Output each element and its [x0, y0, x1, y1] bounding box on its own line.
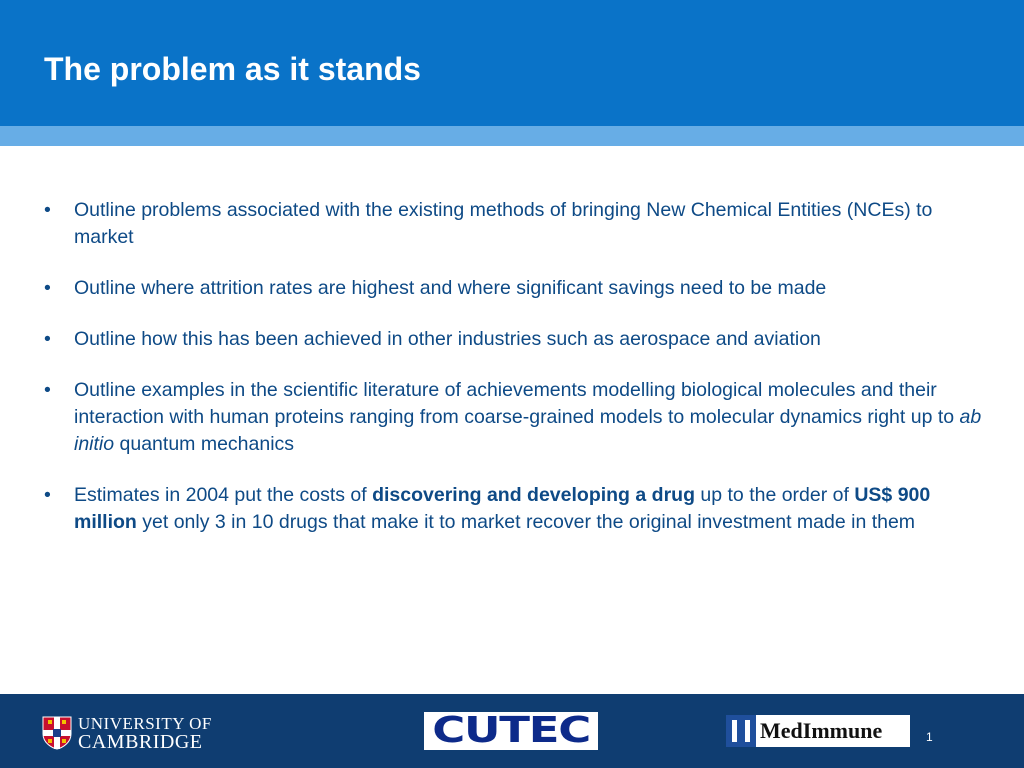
bullet-text-italic: ab initio [74, 406, 982, 455]
bullet-dot: • [44, 484, 51, 506]
cambridge-line2: CAMBRIDGE [78, 730, 203, 753]
medimmune-wordmark: MedImmune [760, 718, 883, 743]
bullet-item [44, 275, 994, 302]
bullet-text-bold: US$ 900 million [74, 484, 931, 533]
cambridge-crest-icon [42, 716, 72, 750]
bullet-item [44, 326, 994, 353]
bullet-text: Estimates in 2004 put the costs of [74, 484, 373, 506]
bullet-text: yet only 3 in 10 drugs that make it to market recover the original investment made in them [136, 511, 916, 533]
cambridge-logo [42, 714, 212, 752]
bullet-item [44, 197, 994, 251]
bullet-list [44, 197, 994, 560]
bullet-text: Outline examples in the scientific literature of achievements modelling biological molecules and their interaction with human proteins ranging from coarse-grained models to molecular dynamics right up to [74, 379, 960, 428]
medimmune-mark-icon [726, 715, 756, 747]
slide-title: The problem as it stands [44, 51, 421, 87]
bullet-dot: • [44, 328, 51, 350]
page-number: 1 [926, 730, 933, 744]
medimmune-logo [726, 715, 910, 747]
bullet-dot: • [44, 199, 51, 221]
title-stripe [0, 126, 1024, 146]
cambridge-wordmark [78, 715, 212, 752]
bullet-text: Outline problems associated with the existing methods of bringing New Chemical Entities (NCEs) to market [74, 199, 933, 248]
bullet-text: Outline where attrition rates are highest and where significant savings need to be made [74, 277, 827, 299]
bullet-item [44, 482, 994, 536]
bullet-text-bold: discovering and developing a drug [372, 484, 695, 506]
cambridge-line1: UNIVERSITY OF [78, 713, 212, 733]
bullet-text: Outline how this has been achieved in other industries such as aerospace and aviation [74, 328, 821, 350]
cutec-logo [424, 712, 598, 750]
bullet-text: quantum mechanics [114, 433, 295, 455]
bullet-dot: • [44, 379, 51, 401]
bullet-dot: • [44, 277, 51, 299]
cutec-wordmark: CUTEC [432, 712, 590, 750]
bullet-text: up to the order of [694, 484, 855, 506]
bullet-item [44, 377, 994, 458]
